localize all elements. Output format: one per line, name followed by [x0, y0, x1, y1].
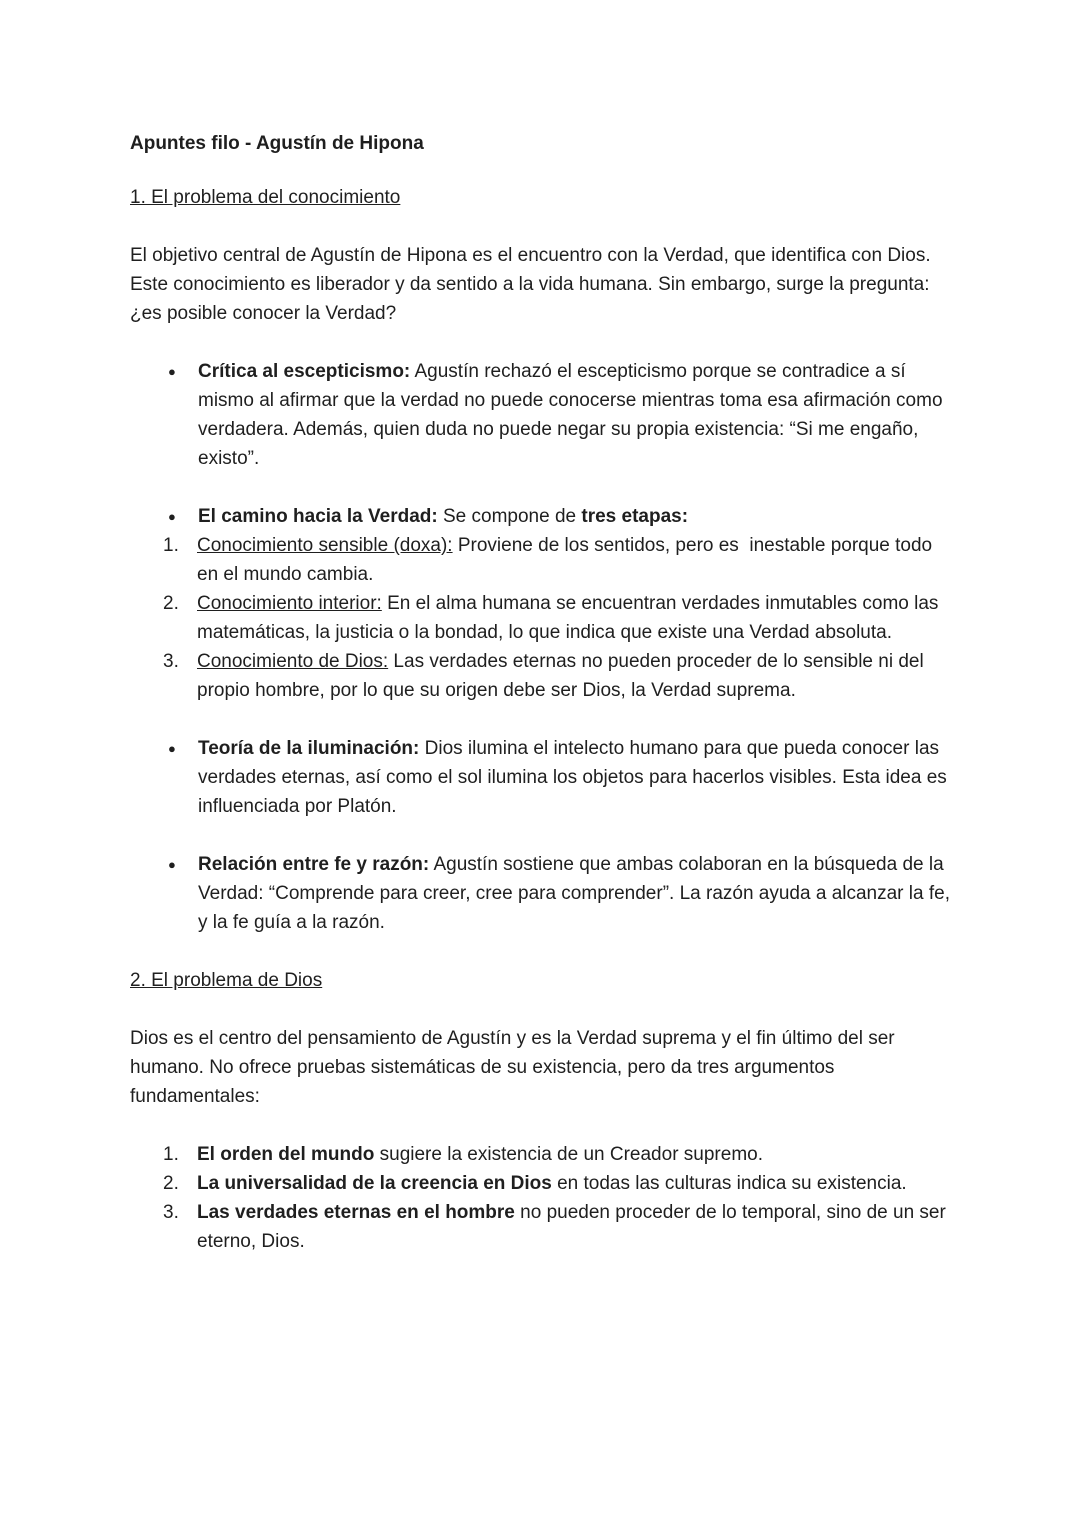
bullet-content	[198, 357, 950, 473]
section-2-heading: 2. El problema de Dios	[130, 970, 323, 991]
step-content	[197, 531, 950, 589]
bullet-icon: ●	[168, 364, 176, 379]
item-number: 3.	[163, 1202, 179, 1223]
step-text: Proviene de los sentidos, pero es inestable porque todo en el mundo cambia.	[197, 535, 938, 585]
numbered-item-universalidad-creencia	[130, 1169, 950, 1198]
numbered-item-orden-del-mundo	[130, 1140, 950, 1169]
step-lead: Conocimiento sensible (doxa):	[197, 535, 453, 556]
section-1-intro-paragraph: El objetivo central de Agustín de Hipona es el encuentro con la Verdad, que identifica con Dios. Este conocimiento es liberador y da sentido a la vida humana. Sin embargo, surge la pregunta: ¿es posible conocer la Verdad?	[130, 245, 936, 324]
step-lead: Conocimiento interior:	[197, 593, 382, 614]
section-1-heading: 1. El problema del conocimiento	[130, 187, 401, 208]
bullet-icon: ●	[168, 741, 176, 756]
item-lead: La universalidad de la creencia en Dios	[197, 1173, 552, 1194]
item-number: 1.	[163, 1144, 179, 1165]
numbered-item-verdades-eternas	[130, 1198, 950, 1256]
item-lead: Las verdades eternas en el hombre	[197, 1202, 515, 1223]
step-text: En el alma humana se encuentran verdades inmutables como las matemáticas, la justicia o la bondad, lo que indica que existe una Verdad absoluta.	[197, 593, 944, 643]
step-text: Las verdades eternas no pueden proceder de lo sensible ni del propio hombre, por lo que su origen debe ser Dios, la Verdad suprema.	[197, 651, 929, 701]
bullet-text: Dios ilumina el intelecto humano para que pueda conocer las verdades eternas, así como el sol ilumina los objetos para hacerlos visibles. Esta idea es influenciada por Platón.	[198, 738, 953, 817]
bullet-content	[198, 502, 950, 531]
bullet-text: Se compone de	[437, 506, 582, 527]
section-2-intro-paragraph: Dios es el centro del pensamiento de Agustín y es la Verdad suprema y el fin último del ser humano. No ofrece pruebas sistemáticas de su existencia, pero da tres argumentos fundamentales:	[130, 1028, 900, 1107]
bullet-lead: Crítica al escepticismo:	[198, 361, 411, 382]
bullet-lead: Relación entre fe y razón:	[198, 854, 430, 875]
item-text: no pueden proceder de lo temporal, sino de un ser eterno, Dios.	[197, 1202, 952, 1252]
step-content	[197, 589, 950, 647]
bullet-content	[198, 734, 953, 821]
bullet-item-fe-y-razon	[130, 850, 956, 937]
numbered-step-conocimiento-interior	[130, 589, 950, 647]
bullet-item-teoria-iluminacion	[130, 734, 953, 821]
step-number: 2.	[163, 593, 179, 614]
step-number: 3.	[163, 651, 179, 672]
bullet-item-camino-verdad	[130, 502, 950, 531]
item-content	[197, 1169, 950, 1198]
bullet-item-critica-escepticismo	[130, 357, 950, 473]
step-number: 1.	[163, 535, 179, 556]
bullet-text: Agustín sostiene que ambas colaboran en la búsqueda de la Verdad: “Comprende para creer, cree para comprender”. La razón ayuda a alcanzar la fe, y la fe guía a la razón.	[198, 854, 956, 933]
bullet-text: Agustín rechazó el escepticismo porque se contradice a sí mismo al afirmar que la verdad no puede conocerse mientras toma esa afirmación como verdadera. Además, quien duda no puede negar su propia existencia: “Si me engaño, existo”.	[198, 361, 948, 469]
bullet-content	[198, 850, 956, 937]
numbered-list-argumentos	[130, 1140, 950, 1256]
item-lead: El orden del mundo	[197, 1144, 375, 1165]
step-content	[197, 647, 950, 705]
item-content	[197, 1198, 950, 1256]
bullet-lead: El camino hacia la Verdad:	[198, 506, 438, 527]
numbered-step-conocimiento-sensible	[130, 531, 950, 589]
item-text: en todas las culturas indica su existencia.	[551, 1173, 907, 1194]
item-content	[197, 1140, 950, 1169]
item-number: 2.	[163, 1173, 179, 1194]
bullet-icon: ●	[168, 509, 176, 524]
bullet-group-camino	[130, 502, 950, 705]
bullet-lead: Teoría de la iluminación:	[198, 738, 420, 759]
step-lead: Conocimiento de Dios:	[197, 651, 389, 672]
numbered-step-conocimiento-de-dios	[130, 647, 950, 705]
bullet-lead-tail: tres etapas:	[581, 506, 689, 527]
item-text: sugiere la existencia de un Creador supremo.	[374, 1144, 763, 1165]
bullet-icon: ●	[168, 857, 176, 872]
page-title: Apuntes filo - Agustín de Hipona	[130, 133, 424, 154]
